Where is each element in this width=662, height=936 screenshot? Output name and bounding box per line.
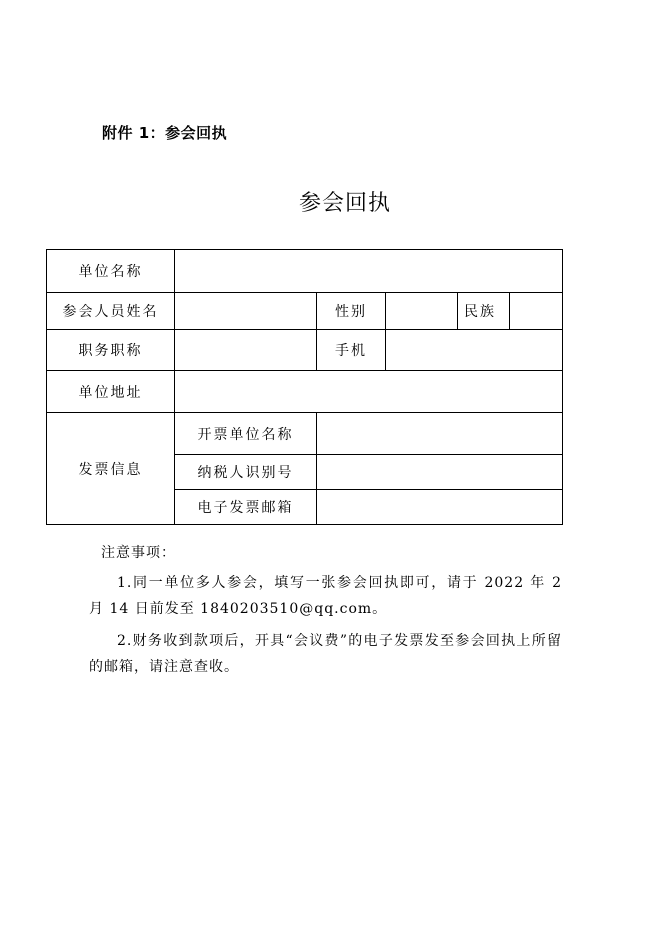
unit-name-field[interactable] — [175, 250, 563, 293]
receipt-form-table — [46, 249, 563, 525]
notes-section — [89, 540, 562, 686]
mobile-label: 手机 — [317, 330, 386, 371]
invoice-unit-name-label: 开票单位名称 — [175, 413, 317, 455]
position-label: 职务职称 — [47, 330, 175, 371]
unit-address-field[interactable] — [175, 371, 563, 413]
note-item: 2.财务收到款项后，开具“会议费”的电子发票发至参会回执上所留的邮箱，请注意查收。 — [89, 633, 562, 675]
invoice-email-label: 电子发票邮箱 — [175, 490, 317, 525]
page-title: 参会回执 — [298, 191, 391, 216]
position-field[interactable] — [175, 330, 317, 371]
gender-label: 性别 — [317, 293, 386, 330]
unit-address-label: 单位地址 — [47, 371, 175, 413]
attendee-name-label: 参会人员姓名 — [47, 293, 175, 330]
taxpayer-id-field[interactable] — [317, 455, 563, 490]
mobile-field[interactable] — [386, 330, 563, 371]
invoice-email-field[interactable] — [317, 490, 563, 525]
form-row-attendee — [47, 293, 563, 330]
form-row-position — [47, 330, 563, 371]
form-row-unit-name — [47, 250, 563, 293]
ethnicity-label: 民族 — [458, 293, 510, 330]
attendee-name-field[interactable] — [175, 293, 317, 330]
form-row-address — [47, 371, 563, 413]
unit-name-label: 单位名称 — [47, 250, 175, 293]
note-item: 1.同一单位多人参会，填写一张参会回执即可，请于 2022 年 2 月 14 日前发至 1840203510@qq.com。 — [89, 575, 562, 617]
invoice-info-label: 发票信息 — [47, 413, 175, 525]
gender-field[interactable] — [386, 293, 458, 330]
form-row-invoice-unit — [47, 413, 563, 455]
ethnicity-field[interactable] — [510, 293, 563, 330]
attachment-label: 附件 1：参会回执 — [102, 124, 228, 142]
taxpayer-id-label: 纳税人识别号 — [175, 455, 317, 490]
notes-heading: 注意事项： — [101, 545, 176, 561]
invoice-unit-name-field[interactable] — [317, 413, 563, 455]
